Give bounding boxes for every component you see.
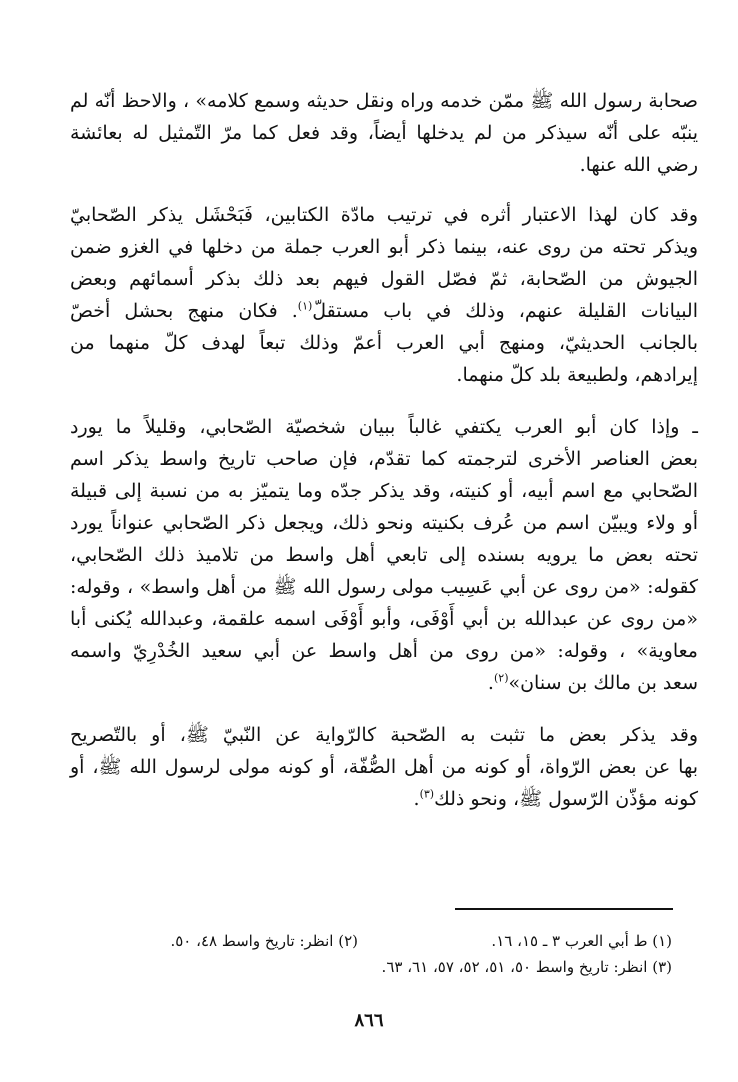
paragraph-2-line-5: بالجانب الحديثيّ، ومنهج أبي العرب أعمّ وذلك تبعاً لهدف كلّ منهما من (70, 332, 698, 354)
paragraph-2-line-6: إيرادهم، ولطبيعة بلد كلّ منهما. (456, 364, 698, 386)
paragraph-3-line-9-tail: . (487, 672, 494, 694)
paragraph-3-line-6: كقوله: «من روى عن أبي عَسِيب مولى رسول الله ﷺ من أهل واسط» ، وقوله: (70, 576, 698, 598)
paragraph-1-line-3: رضي الله عنها. (579, 154, 698, 176)
paragraph-4-line-3-text: كونه مؤذّن الرّسول ﷺ، ونحو ذلك (434, 788, 698, 810)
paragraph-2-line-4-text: البيانات القليلة عنهم، وذلك في باب مستقلّ (312, 300, 698, 322)
footnote-2: (٢) انظر: تاريخ واسط ٤٨، ٥٠. (170, 932, 358, 950)
paragraph-3-line-9-text: سعد بن مالك بن سنان» (508, 672, 698, 694)
footnote-separator (455, 908, 673, 910)
paragraph-3-line-8: معاوية» ، وقوله: «من روى من أهل واسط عن أبي سعيد الخُدْرِيّ واسمه (70, 640, 698, 662)
paragraph-2-line-1: وقد كان لهذا الاعتبار أثره في ترتيب مادّة الكتابين، فَبَحْشَل يذكر الصّحابيّ (70, 204, 698, 226)
paragraph-3-line-5: تحته بعض ما يرويه بسنده إلى تابعي أهل واسط من تلاميذ ذلك الصّحابي، (70, 544, 698, 566)
paragraph-3-line-2: بعض العناصر الأخرى لترجمته كما تقدّم، فإن صاحب تاريخ واسط يذكر اسم (70, 448, 698, 470)
footnote-ref-1: (١) (297, 299, 313, 313)
footnote-3: (٣) انظر: تاريخ واسط ٥٠، ٥١، ٥٢، ٥٧، ٦١، ٦٣. (381, 958, 672, 976)
footnote-ref-2: (٢) (493, 671, 509, 685)
paragraph-4-line-3 (414, 784, 698, 814)
paragraph-2-line-4-tail: . فكان منهج بحشل أخصّ (70, 300, 298, 322)
footnote-1: (١) ط أبي العرب ٣ ـ ١٥، ١٦. (491, 932, 672, 950)
paragraph-1-line-1: صحابة رسول الله ﷺ ممّن خدمه وراه ونقل حديثه وسمع كلامه» ، والاحظ أنّه لم (70, 90, 698, 112)
paragraph-2-line-4 (70, 296, 698, 326)
paragraph-4-line-1: وقد يذكر بعض ما تثبت به الصّحبة كالرّواية عن النّبيّ ﷺ، أو بالتّصريح (70, 724, 698, 746)
paragraph-4-line-3-tail: . (413, 788, 420, 810)
paragraph-3-line-7: «من روى عن عبدالله بن أبي أَوْفَى، وأبو أَوْفَى اسمه علقمة، وعبدالله يُكنى أبا (70, 608, 698, 630)
paragraph-2-line-3: الجيوش من الصّحابة، ثمّ فصّل القول فيهم بعد ذلك بذكر أسمائهم وبعض (70, 268, 698, 290)
paragraph-3-line-3: الصّحابي مع اسم أبيه، أو كنيته، وقد يذكر جدّه وما يتميّز به من نسبة إلى قبيلة (70, 480, 698, 502)
footnote-ref-3: (٣) (419, 787, 435, 801)
paragraph-4-line-2: بها عن بعض الرّواة، أو كونه من أهل الصُّفّة، أو كونه مولى لرسول الله ﷺ، أو (70, 756, 698, 778)
paragraph-3-line-9 (488, 668, 698, 698)
page-number: ٨٦٦ (354, 1010, 384, 1031)
paragraph-1-line-2: ينبّه على أنّه سيذكر من لم يدخلها أيضاً، وقد فعل كما مرّ التّمثيل له بعائشة (70, 122, 698, 144)
paragraph-2-line-2: ويذكر تحته من روى عنه، بينما ذكر أبو العرب جملة من دخلها في الغزو ضمن (70, 236, 698, 258)
paragraph-3-line-1: ـ وإذا كان أبو العرب يكتفي غالباً ببيان شخصيّة الصّحابي، وقليلاً ما يورد (70, 416, 698, 438)
paragraph-3-line-4: أو ولاء ويبيّن اسم من عُرف بكنيته ونحو ذلك، ويجعل ذكر الصّحابي عنواناً يورد (70, 512, 698, 534)
